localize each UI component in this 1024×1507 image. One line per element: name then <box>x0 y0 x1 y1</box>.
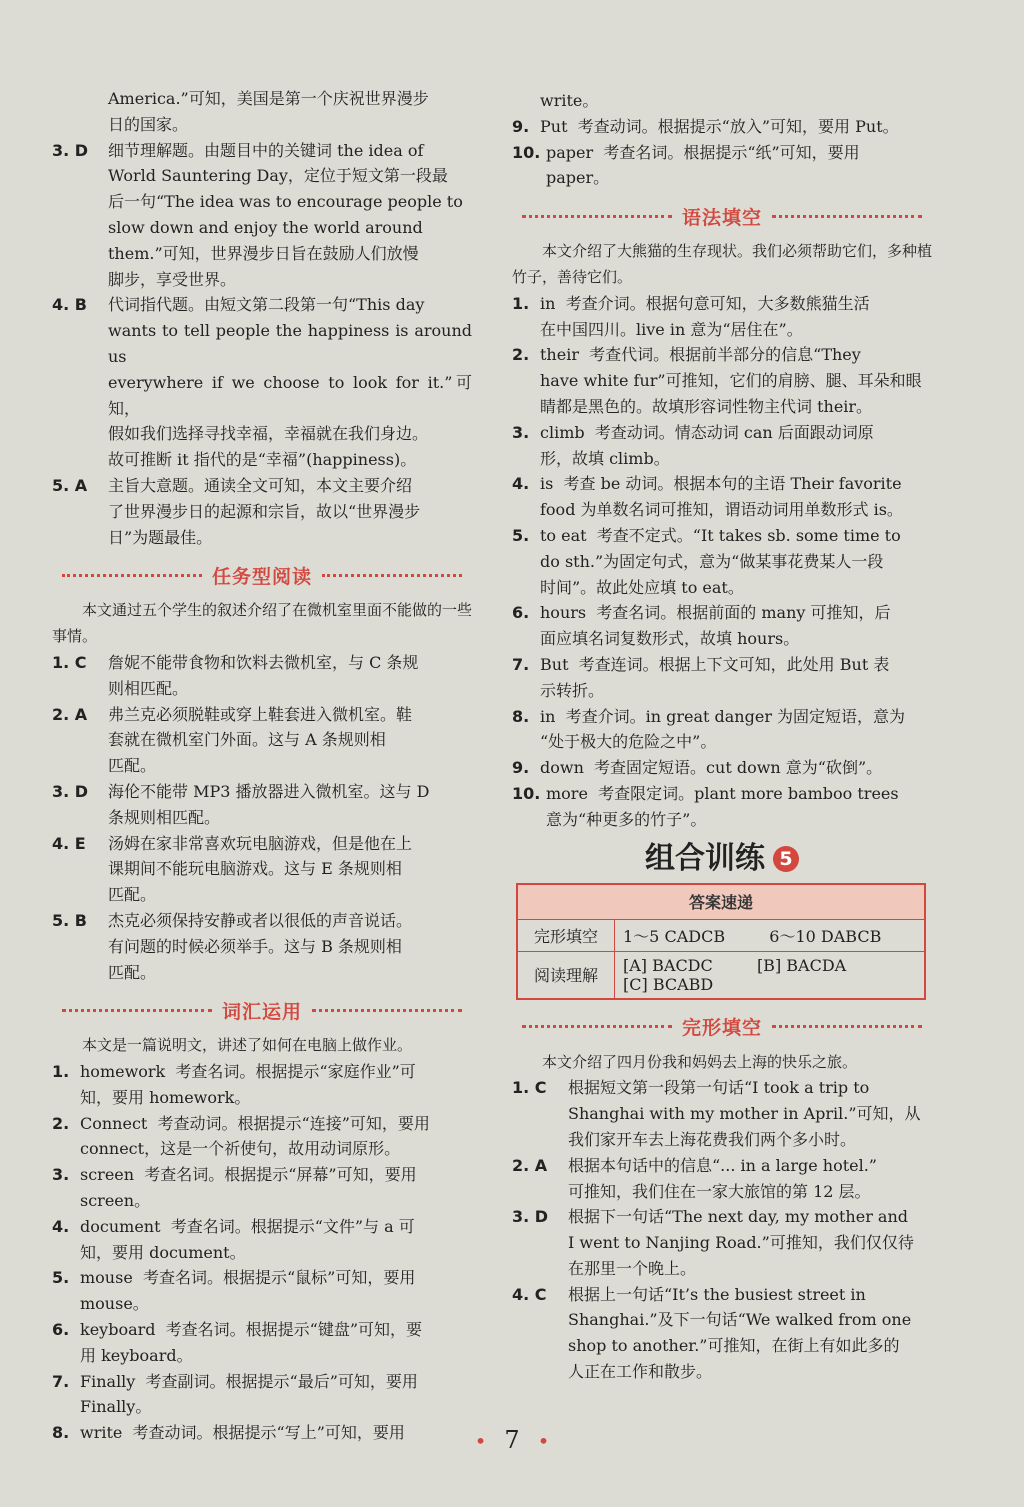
list-item <box>512 1204 932 1281</box>
section-title: 语法填空 <box>682 206 763 229</box>
text-line: 根据上一句话“It’s the busiest street in <box>568 1284 866 1304</box>
item-number: 1. <box>512 293 530 313</box>
item-number: 2. A <box>52 704 88 724</box>
dotted-rule <box>312 1009 462 1012</box>
item-text <box>568 1075 932 1152</box>
text-line: 根据短文第一段第一句话“I took a trip to <box>568 1078 870 1098</box>
text-line: to eat 考查不定式。“It takes sb. some time to <box>540 525 901 545</box>
item-text <box>80 1214 472 1266</box>
text-line: paper。 <box>546 168 610 188</box>
list-item <box>512 114 932 140</box>
text-line: 课期间不能玩电脑游戏。这与 E 条规则相 <box>108 859 402 879</box>
text-line: 面应填名词复数形式，故填 hours。 <box>540 629 800 649</box>
dot-icon: • <box>474 1429 487 1453</box>
text-line: down 考查固定短语。cut down 意为“砍倒”。 <box>540 758 883 778</box>
item-number: 3. D <box>512 1207 549 1227</box>
dotted-rule <box>772 1025 922 1028</box>
grammar-items <box>512 291 932 833</box>
item-number: 5. <box>512 525 530 545</box>
item-number: 4. <box>52 1216 70 1236</box>
text-line: Connect 考查动词。根据提示“连接”可知，要用 <box>80 1113 430 1133</box>
item-number: 4. C <box>512 1284 547 1304</box>
left-column <box>52 86 478 1446</box>
item-number: 4. <box>512 474 530 494</box>
vocab-tail <box>512 88 932 114</box>
text-line: 示转折。 <box>540 680 605 700</box>
text-line: Finally。 <box>80 1397 152 1417</box>
item-text <box>568 1153 932 1205</box>
text-line: homework 考查名词。根据提示“家庭作业”可 <box>80 1062 416 1082</box>
item-number: 7. <box>52 1371 70 1391</box>
dotted-rule <box>62 574 202 577</box>
item-text <box>108 908 472 985</box>
item-text <box>108 473 472 550</box>
text-line: 条规则相匹配。 <box>108 807 221 827</box>
answer-table <box>516 883 926 1000</box>
text-line: do sth.”为固定句式，意为“做某事花费某人一段 <box>540 551 884 571</box>
text-line: in 考查介词。根据句意可知，大多数熊猫生活 <box>540 293 870 313</box>
text-line: Put 考查动词。根据提示“放入”可知，要用 Put。 <box>540 116 899 136</box>
text-line: 脚步，享受世界。 <box>108 269 237 289</box>
text-line: 细节理解题。由题目中的关键词 the idea of <box>108 140 424 160</box>
answer-group: [C] BCABD <box>623 974 714 994</box>
text-line: 睛都是黑色的。故填形容词性物主代词 their。 <box>540 396 873 416</box>
item-text <box>108 138 472 293</box>
answer-group: 6～10 DABCB <box>769 926 882 946</box>
dotted-rule <box>522 1025 672 1028</box>
text-line: 匹配。 <box>108 756 157 776</box>
list-item <box>52 1059 472 1111</box>
right-column <box>512 88 932 1385</box>
dotted-rule <box>772 215 922 218</box>
text-line: 主旨大意题。通读全文可知，本文主要介绍 <box>108 475 413 495</box>
text-line: Shanghai with my mother in April.”可知，从 <box>568 1104 921 1124</box>
item-text <box>80 1317 472 1369</box>
item-text <box>540 652 932 704</box>
item-text <box>540 114 932 140</box>
item-text <box>540 471 932 523</box>
list-item <box>52 779 472 831</box>
text-line: them.”可知，世界漫步日旨在鼓励人们放慢 <box>108 243 419 263</box>
list-item <box>52 908 472 985</box>
list-item <box>512 471 932 523</box>
text-line: more 考查限定词。plant more bamboo trees <box>546 783 899 803</box>
list-item <box>52 292 478 473</box>
text-line: everywhere if we choose to look for it.”可知， <box>108 372 472 418</box>
text-line: their 考查代词。根据前半部分的信息“They <box>540 345 861 365</box>
text-line: 日”为题最佳。 <box>108 527 213 547</box>
item-text <box>108 650 472 702</box>
item-number: 8. <box>512 706 530 726</box>
text-line: wants to tell people the happiness is around us <box>108 321 478 366</box>
text-line: slow down and enjoy the world around <box>108 217 423 237</box>
section-header-task <box>52 554 472 596</box>
text-line: 海伦不能带 MP3 播放器进入微机室。这与 D <box>108 781 430 801</box>
item-text <box>108 779 472 831</box>
list-item <box>512 704 932 756</box>
item-text <box>108 702 472 779</box>
item-text <box>540 420 932 472</box>
item-number: 9. <box>512 116 530 136</box>
text-line: I went to Nanjing Road.”可推知，我们仅仅待 <box>568 1233 914 1253</box>
text-line: document 考查名词。根据提示“文件”与 a 可 <box>80 1216 415 1236</box>
text-line: in 考查介词。in great danger 为固定短语，意为 <box>540 706 906 726</box>
row-answers <box>615 919 926 951</box>
list-item <box>512 420 932 472</box>
item-text <box>80 1059 472 1111</box>
dotted-rule <box>322 574 462 577</box>
text-line: write 考查动词。根据提示“写上”可知，要用 <box>80 1423 405 1443</box>
list-item <box>52 1317 472 1369</box>
item-number: 3. D <box>52 781 89 801</box>
text-line: is 考查 be 动词。根据本句的主语 Their favorite <box>540 474 902 494</box>
item-text <box>80 1111 472 1163</box>
text-line: 我们家开车去上海花费我们两个多小时。 <box>568 1129 857 1149</box>
list-item <box>52 650 472 702</box>
text-line: write。 <box>540 91 599 110</box>
item-number: 5. <box>52 1268 70 1288</box>
item-number: 5. A <box>52 475 88 495</box>
text-line: mouse。 <box>80 1294 149 1314</box>
list-item <box>512 523 932 600</box>
text-line: 则相匹配。 <box>108 678 189 698</box>
text-line: 故可推断 it 指代的是“幸福”(happiness)。 <box>108 450 417 470</box>
list-item <box>52 1265 472 1317</box>
item-number: 6. <box>52 1320 70 1340</box>
row-label: 阅读理解 <box>517 951 615 999</box>
item-text <box>540 755 932 781</box>
item-number: 1. C <box>52 652 87 672</box>
section-title: 词汇运用 <box>222 1000 303 1023</box>
text-line: 在那里一个晚上。 <box>568 1258 697 1278</box>
item-text <box>568 1204 932 1281</box>
dot-icon: • <box>537 1429 550 1453</box>
list-item <box>512 652 932 704</box>
dotted-rule <box>522 215 672 218</box>
item-number: 2. <box>512 345 530 365</box>
item-number: 1. <box>52 1062 70 1082</box>
row-answers <box>615 951 926 999</box>
text-line: 时间”。故此处应填 to eat。 <box>540 577 744 597</box>
item-number: 3. <box>52 1165 70 1185</box>
text-line: mouse 考查名词。根据提示“鼠标”可知，要用 <box>80 1268 416 1288</box>
list-item <box>52 702 472 779</box>
text-line: 在中国四川。live in 意为“居住在”。 <box>540 319 803 339</box>
combo-title: 组合训练 <box>645 840 765 876</box>
text-line: keyboard 考查名词。根据提示“键盘”可知，要 <box>80 1320 423 1340</box>
vocab-items-cont <box>512 114 932 191</box>
section-header-grammar <box>512 195 932 237</box>
list-item <box>52 1369 472 1421</box>
text-line: Finally 考查副词。根据提示“最后”可知，要用 <box>80 1371 418 1391</box>
item-number: 2. <box>52 1113 70 1133</box>
item-number: 10. <box>512 142 541 162</box>
section-header-cloze <box>512 1006 932 1048</box>
combo-title-block <box>512 839 932 879</box>
list-item <box>512 755 932 781</box>
item-number: 6. <box>512 603 530 623</box>
item-number: 3. D <box>52 140 89 160</box>
text-line: 假如我们选择寻找幸福，幸福就在我们身边。 <box>108 424 429 444</box>
text-line: connect，这是一个祈使句，故用动词原形。 <box>80 1139 401 1159</box>
item-text <box>80 1162 472 1214</box>
list-item <box>52 1111 472 1163</box>
text-line: 有问题的时候必须举手。这与 B 条规则相 <box>108 936 402 956</box>
list-item <box>512 342 932 419</box>
text-line: 套就在微机室门外面。这与 A 条规则相 <box>108 730 386 750</box>
item-number: 9. <box>512 758 530 778</box>
section-header-vocab <box>52 989 472 1031</box>
section-intro: 本文介绍了大熊猫的生存现状。我们必须帮助它们，多种植竹子，善待它们。 <box>512 242 933 286</box>
item-text <box>540 342 932 419</box>
text-line: “处于极大的危险之中”。 <box>540 732 717 752</box>
text-line: 用 keyboard。 <box>80 1345 193 1365</box>
item-number: 10. <box>512 783 541 803</box>
text-line: America.”可知，美国是第一个庆祝世界漫步 <box>108 89 429 108</box>
list-item <box>512 600 932 652</box>
list-item <box>512 291 932 343</box>
cloze-items <box>512 1075 932 1385</box>
list-item <box>512 1153 932 1205</box>
text-line: 匹配。 <box>108 962 157 982</box>
text-line: 知，要用 document。 <box>80 1242 246 1262</box>
section-intro: 本文通过五个学生的叙述介绍了在微机室里面不能做的一些事情。 <box>52 601 473 646</box>
item-number: 1. C <box>512 1078 547 1098</box>
list-item <box>52 1214 472 1266</box>
text-line: 意为“种更多的竹子”。 <box>546 809 707 829</box>
text-line: Shanghai.”及下一句话“We walked from one <box>568 1310 912 1330</box>
text-line: food 为单数名词可推知，谓语动词用单数形式 is。 <box>540 500 903 520</box>
q2-tail <box>52 86 472 138</box>
item-number: 4. B <box>52 295 87 315</box>
reading-items <box>52 138 478 551</box>
answer-group: 1～5 CADCB <box>623 926 726 946</box>
list-item <box>512 1075 932 1152</box>
item-number: 7. <box>512 654 530 674</box>
item-text <box>540 600 932 652</box>
section-intro: 本文介绍了四月份我和妈妈去上海的快乐之旅。 <box>542 1052 858 1071</box>
text-line: 形，故填 climb。 <box>540 448 670 468</box>
text-line: 了世界漫步日的起源和宗旨，故以“世界漫步 <box>108 501 421 521</box>
row-label: 完形填空 <box>517 919 615 951</box>
task-items <box>52 650 472 985</box>
text-line: screen。 <box>80 1191 151 1211</box>
text-line: 弗兰克必须脱鞋或穿上鞋套进入微机室。鞋 <box>108 704 413 724</box>
item-text <box>546 140 932 192</box>
list-item <box>52 1162 472 1214</box>
item-text <box>568 1282 932 1385</box>
list-item <box>52 831 472 908</box>
section-intro: 本文是一篇说明文，讲述了如何在电脑上做作业。 <box>82 1036 413 1055</box>
text-line: 根据下一句话“The next day, my mother and <box>568 1207 909 1227</box>
text-line: paper 考查名词。根据提示“纸”可知，要用 <box>546 142 860 162</box>
item-text <box>546 781 932 833</box>
combo-badge: 5 <box>773 846 799 872</box>
text-line: 汤姆在家非常喜欢玩电脑游戏，但是他在上 <box>108 833 413 853</box>
text-line: have white fur”可推知，它们的肩膀、腿、耳朵和眼 <box>540 371 922 391</box>
item-text <box>80 1369 472 1421</box>
item-number: 2. A <box>512 1155 548 1175</box>
dotted-rule <box>62 1009 212 1012</box>
answer-table-header: 答案速递 <box>517 884 925 920</box>
text-line: 代词指代题。由短文第二段第一句“This day <box>108 295 425 315</box>
answer-group: [B] BACDA <box>756 955 847 975</box>
vocab-items <box>52 1059 472 1446</box>
item-text <box>540 704 932 756</box>
text-line: 知，要用 homework。 <box>80 1087 251 1107</box>
page-number-block <box>0 1426 1024 1454</box>
text-line: 可推知，我们住在一家大旅馆的第 12 层。 <box>568 1181 871 1201</box>
list-item <box>52 138 472 293</box>
text-line: 匹配。 <box>108 885 157 905</box>
text-line: But 考查连词。根据上下文可知，此处用 But 表 <box>540 654 890 674</box>
text-line: 日的国家。 <box>108 114 189 134</box>
text-line: 杰克必须保持安静或者以很低的声音说话。 <box>108 910 413 930</box>
item-number: 4. E <box>52 833 86 853</box>
text-line: 人正在工作和散步。 <box>568 1362 713 1382</box>
text-line: screen 考查名词。根据提示“屏幕”可知，要用 <box>80 1165 417 1185</box>
text-line: World Sauntering Day，定位于短文第一段最 <box>108 166 448 186</box>
text-line: hours 考查名词。根据前面的 many 可推知，后 <box>540 603 891 623</box>
section-title: 完形填空 <box>682 1017 763 1040</box>
item-number: 3. <box>512 422 530 442</box>
page-number: 7 <box>504 1426 520 1454</box>
text-line: 后一句“The idea was to encourage people to <box>108 192 463 212</box>
answer-group: [A] BACDC <box>623 955 713 975</box>
section-title: 任务型阅读 <box>212 565 313 588</box>
item-text <box>80 1265 472 1317</box>
item-number: 8. <box>52 1423 70 1443</box>
item-number: 5. B <box>52 910 87 930</box>
item-text <box>540 291 932 343</box>
text-line: 根据本句话中的信息“... in a large hotel.” <box>568 1155 877 1175</box>
item-text <box>108 292 478 473</box>
list-item <box>512 140 932 192</box>
text-line: 詹妮不能带食物和饮料去微机室，与 C 条规 <box>108 652 419 672</box>
list-item <box>512 781 932 833</box>
item-text <box>108 831 472 908</box>
list-item <box>512 1282 932 1385</box>
text-line: climb 考查动词。情态动词 can 后面跟动词原 <box>540 422 874 442</box>
list-item <box>52 473 472 550</box>
item-text <box>540 523 932 600</box>
text-line: shop to another.”可推知，在街上有如此多的 <box>568 1336 900 1356</box>
